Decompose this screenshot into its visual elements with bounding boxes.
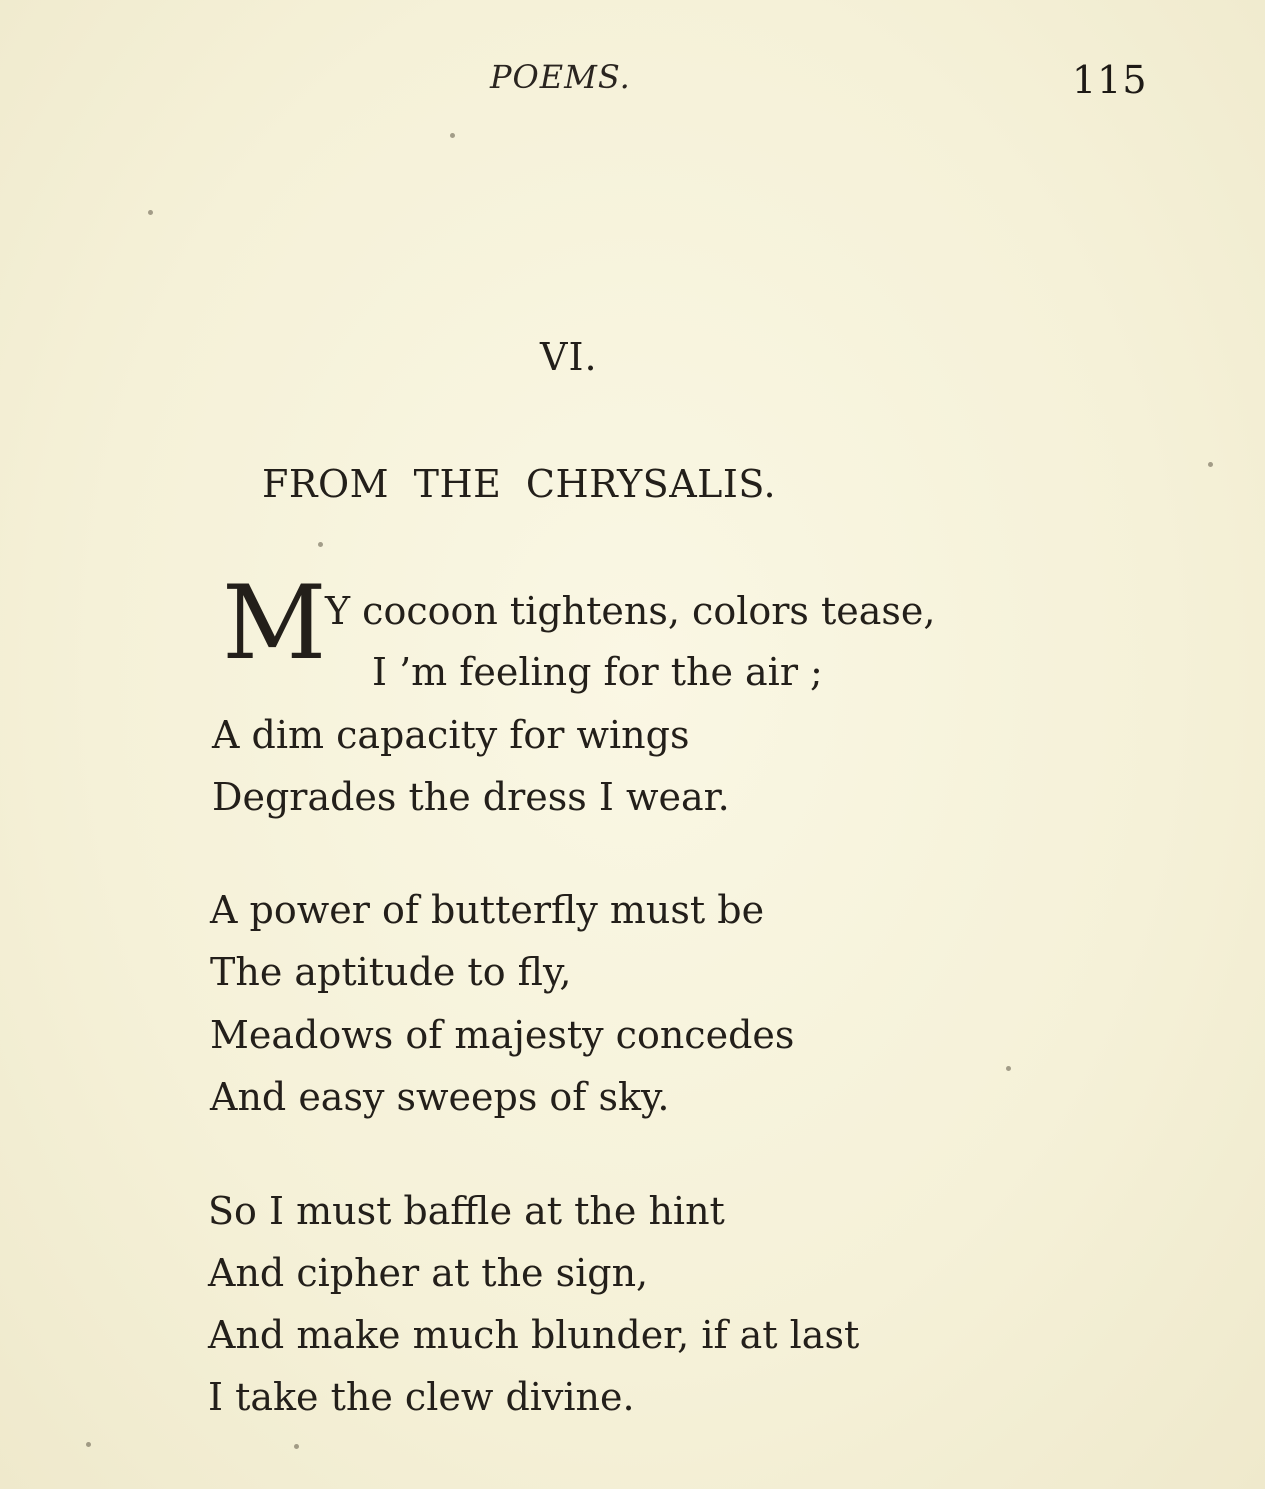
poem-line: Y cocoon tightens, colors tease, [325, 589, 936, 633]
poem-line: A dim capacity for wings [212, 713, 690, 757]
poem-line: So I must baffle at the hint [208, 1189, 725, 1233]
paper-speck [318, 542, 323, 547]
poem-line: I ’m feeling for the air ; [372, 650, 823, 694]
running-head: POEMS. [490, 58, 631, 96]
paper-speck [1006, 1066, 1011, 1071]
paper-speck [450, 133, 455, 138]
poem-line: And easy sweeps of sky. [210, 1075, 670, 1119]
paper-speck [1208, 462, 1213, 467]
paper-speck [86, 1442, 91, 1447]
poem-title: FROM THE CHRYSALIS. [262, 462, 777, 506]
poem-line: Degrades the dress I wear. [212, 775, 730, 819]
poem-line: And cipher at the sign, [208, 1251, 649, 1295]
section-number: VI. [540, 335, 598, 379]
poem-line: Meadows of majesty concedes [210, 1013, 795, 1057]
drop-cap: M [222, 564, 327, 683]
page-number: 115 [1072, 58, 1148, 102]
poem-line: I take the clew divine. [208, 1375, 635, 1419]
poem-line: The aptitude to fly, [210, 950, 572, 994]
paper-speck [294, 1444, 299, 1449]
paper-speck [148, 210, 153, 215]
poem-line: A power of butterfly must be [210, 888, 765, 932]
poem-line: And make much blunder, if at last [208, 1313, 860, 1357]
